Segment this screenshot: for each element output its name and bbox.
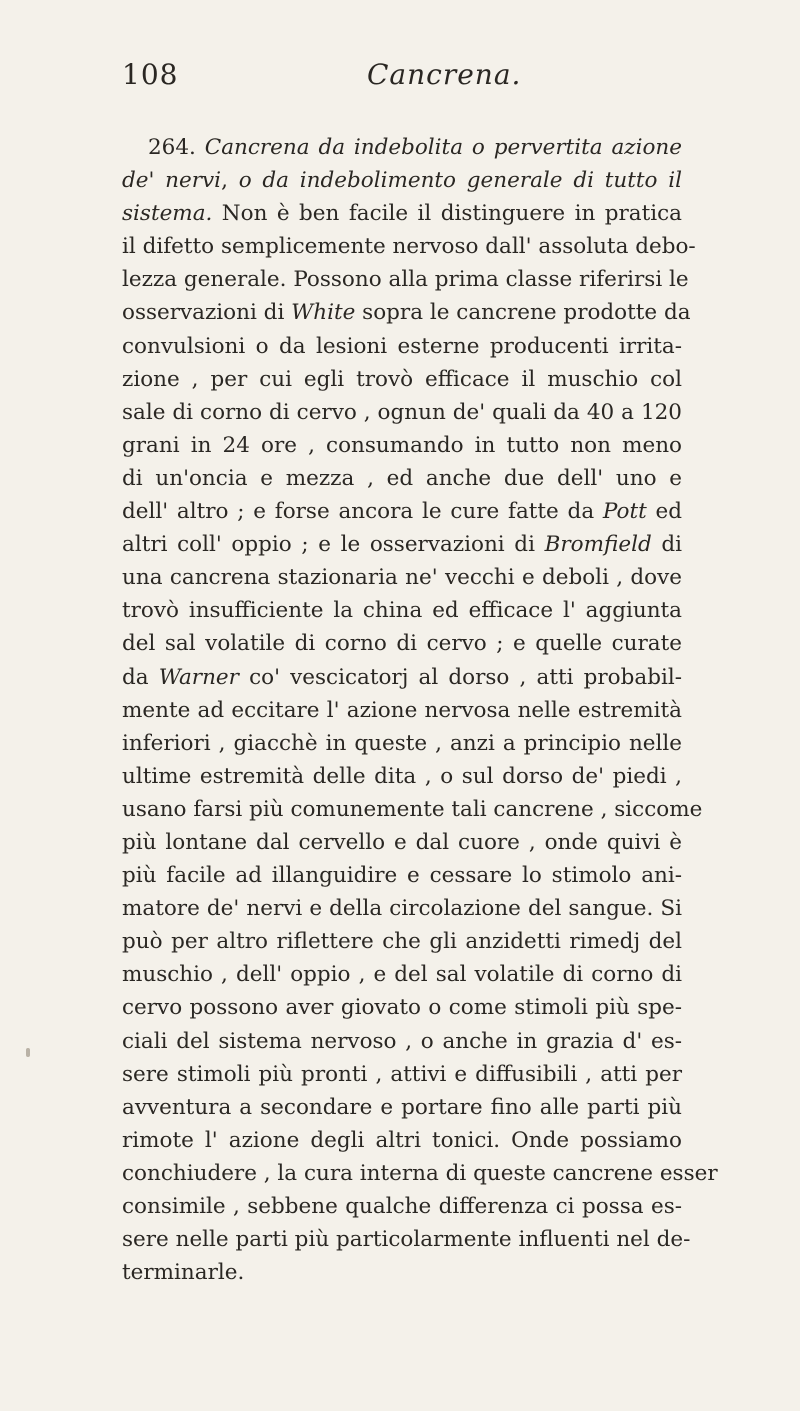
text-line: conchiudere , la cura interna di queste cancrene esser — [122, 1160, 718, 1186]
page-number: 108 — [122, 58, 179, 91]
text-line: terminarle. — [122, 1260, 245, 1286]
text-line: osservazioni di White sopra le cancrene prodotte da — [122, 300, 691, 326]
section-heading-end: sistema. — [122, 201, 213, 227]
author-name: Bromfield — [544, 532, 652, 558]
text-line: zione , per cui egli trovò efficace il muschio col — [122, 366, 682, 392]
text-line: matore de' nervi e della circolazione del sangue. Si — [122, 896, 682, 922]
text-line — [122, 131, 682, 164]
section-heading-cont: de' nervi — [122, 168, 222, 194]
text-line: grani in 24 ore , consumando in tutto non meno — [122, 432, 682, 458]
text-line: più lontane dal cervello e dal cuore , onde quivi è — [122, 829, 682, 855]
text-line: dell' altro ; e forse ancora le cure fatte da Pott ed — [122, 499, 683, 525]
text-line: sere nelle parti più particolarmente influenti nel de- — [122, 1227, 691, 1253]
text-line: convulsioni o da lesioni esterne producenti irrita- — [122, 333, 682, 359]
text-line: sere stimoli più pronti , attivi e diffusibili , atti per — [122, 1061, 682, 1087]
section-number: 264. — [148, 135, 196, 160]
text-line: avventura a secondare e portare fino alle parti più — [122, 1094, 682, 1120]
text-line: del sal volatile di corno di cervo ; e quelle curate — [122, 631, 682, 657]
running-title: Cancrena. — [367, 58, 522, 91]
text-line: può per altro riflettere che gli anzidetti rimedj del — [122, 929, 682, 955]
text-line: mente ad eccitare l' azione nervosa nelle estremità — [122, 697, 682, 723]
text-line: cervo possono aver giovato o come stimoli più spe- — [122, 995, 682, 1021]
text-line: una cancrena stazionaria ne' vecchi e deboli , dove — [122, 565, 682, 591]
text-line: sistema. Non è ben facile il distinguere in pratica — [122, 201, 682, 227]
text-line: di un'oncia e mezza , ed anche due dell' uno e — [122, 465, 682, 491]
author-name: Pott — [602, 499, 647, 525]
text-line: trovò insufficiente la china ed efficace l' aggiunta — [122, 598, 682, 624]
text-line: altri coll' oppio ; e le osservazioni di Bromfield di — [122, 532, 682, 558]
text-line: il difetto semplicemente nervoso dall' assoluta debo- — [122, 234, 696, 260]
paper-blemish — [26, 1048, 30, 1057]
page-header — [122, 58, 682, 98]
text-line: rimote l' azione degli altri tonici. Onde possiamo — [122, 1127, 682, 1153]
author-name: White — [291, 300, 356, 326]
text-line: muschio , dell' oppio , e del sal volatile di corno di — [122, 962, 682, 988]
paragraph-264 — [122, 131, 718, 1289]
section-heading-cont: o da indebolimento generale di tutto il — [238, 168, 682, 194]
section-heading: Cancrena da indebolita o pervertita azione — [204, 135, 682, 160]
text-line: ultime estremità delle dita , o sul dorso de' piedi , — [122, 763, 682, 789]
text-line: sale di corno di cervo , ognun de' quali da 40 a 120 — [122, 399, 682, 425]
text-line: consimile , sebbene qualche differenza ci possa es- — [122, 1194, 682, 1219]
text-line: inferiori , giacchè in queste , anzi a principio nelle — [122, 730, 682, 756]
text-line: ciali del sistema nervoso , o anche in grazia d' es- — [122, 1028, 682, 1054]
text-line: usano farsi più comunemente tali cancrene , siccome — [122, 796, 703, 822]
author-name: Warner — [158, 664, 239, 690]
text-line: de' nervi, o da indebolimento generale di tutto il — [122, 168, 682, 194]
text-line: lezza generale. Possono alla prima classe riferirsi le — [122, 267, 689, 293]
text-line: più facile ad illanguidire e cessare lo stimolo ani- — [122, 863, 682, 889]
text-line: da Warner co' vescicatorj al dorso , atti probabil- — [122, 664, 682, 690]
